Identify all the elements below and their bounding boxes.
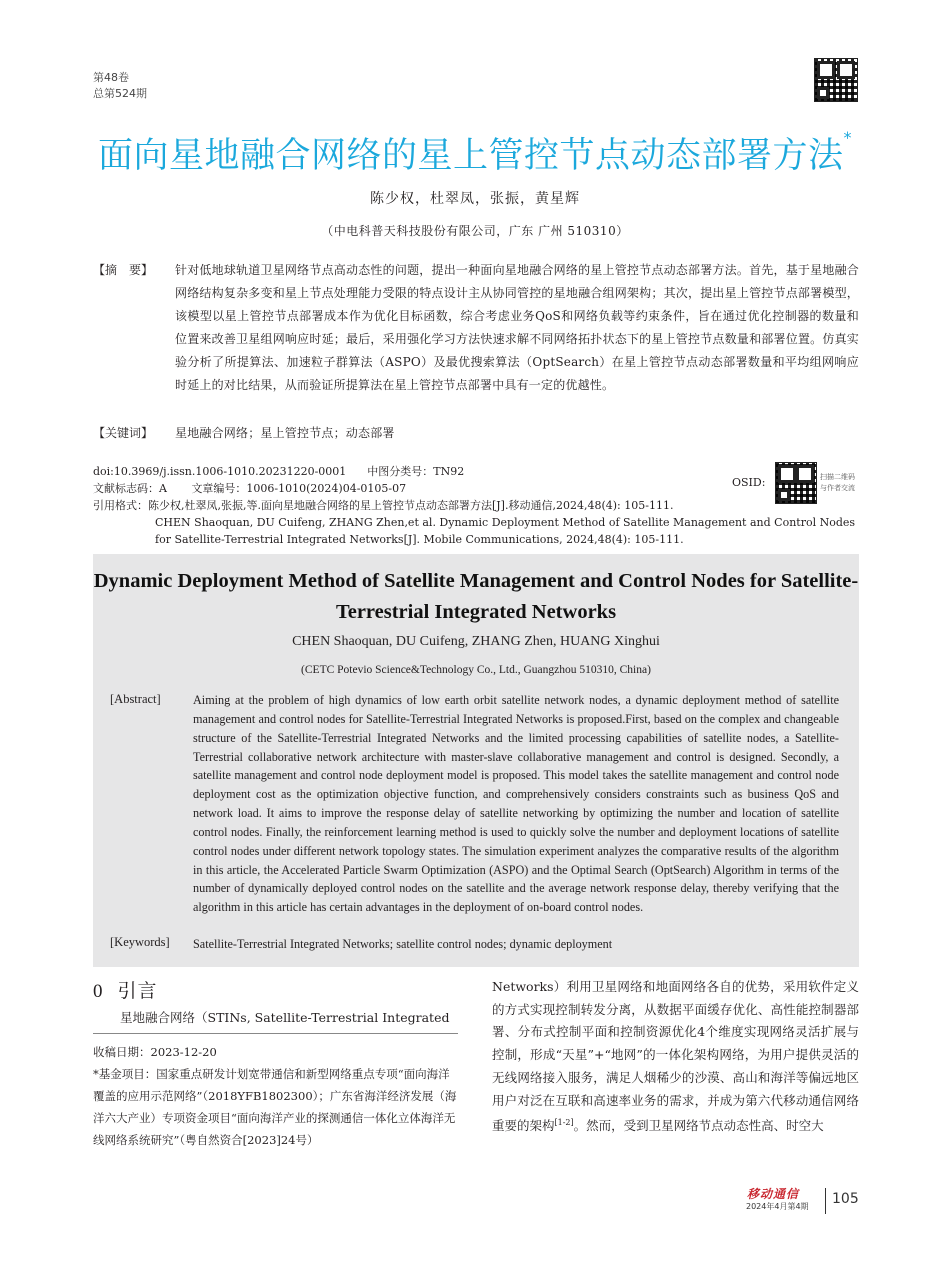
keywords-cn-text: 星地融合网络；星上管控节点；动态部署 — [175, 426, 395, 440]
section-heading — [93, 976, 158, 1003]
article-number: 文章编号：1006-1010(2024)04-0105-07 — [191, 482, 407, 495]
abstract-cn-text: 针对低地球轨道卫星网络节点高动态性的问题，提出一种面向星地融合网络的星上管控节点动态部署方法。首先，基于星地融合网络结构复杂多变和星上节点处理能力受限的特点设计主从协同管控的星地融合组网架构；其次，提出星上管控节点部署模型，该模型以星上管控节点部署成本作为优化目标函数，综合考虑业务QoS和网络负载等约束条件，旨在通过优化控制器的数量和位置来改善卫星组网响应时延；最后，采用强化学习方法快速求解不同网络拓扑状态下的星上管控节点数量和部署位置。仿真实验分析了所提算法、加速粒子群算法（ASPO）及最优搜索算法（OptSearch）在星上管控节点动态部署数量和平均组网响应时延上的对比结果，从而验证所提算法在星上管控节点部署中具有一定的优越性。 — [175, 263, 859, 392]
osid-qr-icon[interactable] — [775, 462, 817, 504]
abstract-en-text: Aiming at the problem of high dynamics of low earth orbit satellite network nodes, a dynamic deployment method of satellite management and control nodes for Satellite-Terrestrial Integrated Networks is proposed.First, based on the complex and changeable structure of the Satellite-Terrestrial Integrated Networks and the limited processing capabilities of satellite nodes, a Satellite-Terrestrial collaborative network architecture with master-slave collaborative management and control is designed. Secondly, a satellite management and control node deployment model is proposed. This model takes the satellite management and control node deployment cost as the optimization objective function, and comprehensively considers constraints such as business QoS and network load. It aims to improve the response delay of satellite networking by optimizing the number and location of satellite control nodes. Finally, the reinforcement learning method is used to quickly solve the number and deployment locations of satellite control nodes under different network topology states. The simulation experiment analyzes the comparative results of the algorithm in this article, the Accelerated Particle Swarm Optimization (ASPO) and the Optimal Search (OptSearch) Algorithm in terms of the number of dynamically deployed control nodes on the satellite and the average network response delay, thereby verifying that the algorithm in this article has certain advantages in the deployment of on-board control nodes. — [193, 693, 839, 915]
body-text-part-2: 。然而，受到卫星网络节点动态性高、时空大 — [573, 1118, 824, 1134]
section-number: 0 — [93, 981, 104, 1002]
keywords-en-label: [Keywords] — [110, 935, 170, 949]
affiliation-cn: （中电科普天科技股份有限公司，广东 广州 510310） — [321, 224, 629, 238]
volume-info — [93, 70, 147, 102]
journal-logo: 移动通信 — [747, 1187, 800, 1201]
osid-label: OSID: — [732, 476, 766, 489]
osid-note-line-2: 与作者交流 — [820, 484, 855, 492]
doi[interactable]: doi:10.3969/j.issn.1006-1010.20231220-0001 — [93, 465, 347, 478]
title-footnote-mark: * — [843, 128, 852, 147]
page-title: 面向星地融合网络的星上管控节点动态部署方法* — [97, 128, 852, 176]
authors-en: CHEN Shaoquan, DU Cuifeng, ZHANG Zhen, HUANG Xinghui — [292, 634, 660, 649]
clc-number: 中图分类号：TN92 — [367, 465, 465, 478]
body-left-column: 星地融合网络（STINs, Satellite-Terrestrial Integrated — [120, 1010, 450, 1025]
received-date: 收稿日期：2023-12-20 — [93, 1045, 217, 1059]
keywords-cn-label: 【关键词】 — [93, 426, 154, 440]
osid-note — [820, 472, 855, 494]
page-number: 105 — [832, 1191, 859, 1207]
abstract-cn-label: 【摘 要】 — [93, 263, 154, 277]
keywords-en-text: Satellite-Terrestrial Integrated Networks; satellite control nodes; dynamic deployment — [193, 937, 613, 951]
authors-cn: 陈少权，杜翠凤，张振，黄星辉 — [370, 191, 580, 207]
journal-date: 2024年4月第4期 — [746, 1202, 809, 1211]
affiliation-en: (CETC Potevio Science&Technology Co., Ltd., Guangzhou 510310, China) — [301, 664, 651, 676]
body-right-column — [492, 976, 859, 1138]
issue-number: 总第524期 — [93, 87, 147, 100]
title-en: Dynamic Deployment Method of Satellite Management and Control Nodes for Satellite-Terrestrial Integrated Networks — [93, 570, 859, 623]
abstract-en-label: [Abstract] — [110, 692, 161, 706]
section-title: 引言 — [117, 980, 158, 1002]
body-text-part-1: Networks）利用卫星网络和地面网络各自的优势，采用软件定义的方式实现控制转发分离，从数据平面缓存优化、高性能控制器部署、分布式控制平面和控制资源优化4个维度实现网络灵活扩展与控制，形成“天星”+“地网”的一体化架构网络，为用户提供灵活的无线网络接入服务，满足人烟稀少的沙漠、高山和海洋等偏远地区用户对泛在互联和高速率业务的需求，并成为第六代移动通信网络重要的架构 — [492, 979, 859, 1134]
citation-cn: 引用格式：陈少权,杜翠凤,张振,等.面向星地融合网络的星上管控节点动态部署方法[J].移动通信,2024,48(4): 105-111. — [93, 499, 674, 512]
osid-note-line-1: 扫描二维码 — [820, 473, 855, 481]
doc-code: 文献标志码：A — [93, 482, 167, 495]
volume-number: 第48卷 — [93, 71, 129, 84]
citation-en: CHEN Shaoquan, DU Cuifeng, ZHANG Zhen,et al. Dynamic Deployment Method of Satellite Management and Control Nodes for Satellite-Terrestrial Integrated Networks[J]. Mobile Communications, 2024,48(4): 105-111. — [155, 516, 856, 546]
fund-info: *基金项目：国家重点研发计划宽带通信和新型网络重点专项“面向海洋覆盖的应用示范网络”（2018YFB1802300）；广东省海洋经济发展（海洋六大产业）专项资金项目“面向海洋产业的探测通信一体化立体海洋无线网络系统研究”（粤自然资合[2023]24号） — [93, 1067, 457, 1147]
footnote — [93, 1041, 458, 1151]
citation-ref[interactable]: [1-2] — [554, 1118, 574, 1128]
footer-divider — [825, 1188, 826, 1214]
footnote-divider — [93, 1033, 458, 1034]
qr-code-icon — [814, 58, 858, 102]
